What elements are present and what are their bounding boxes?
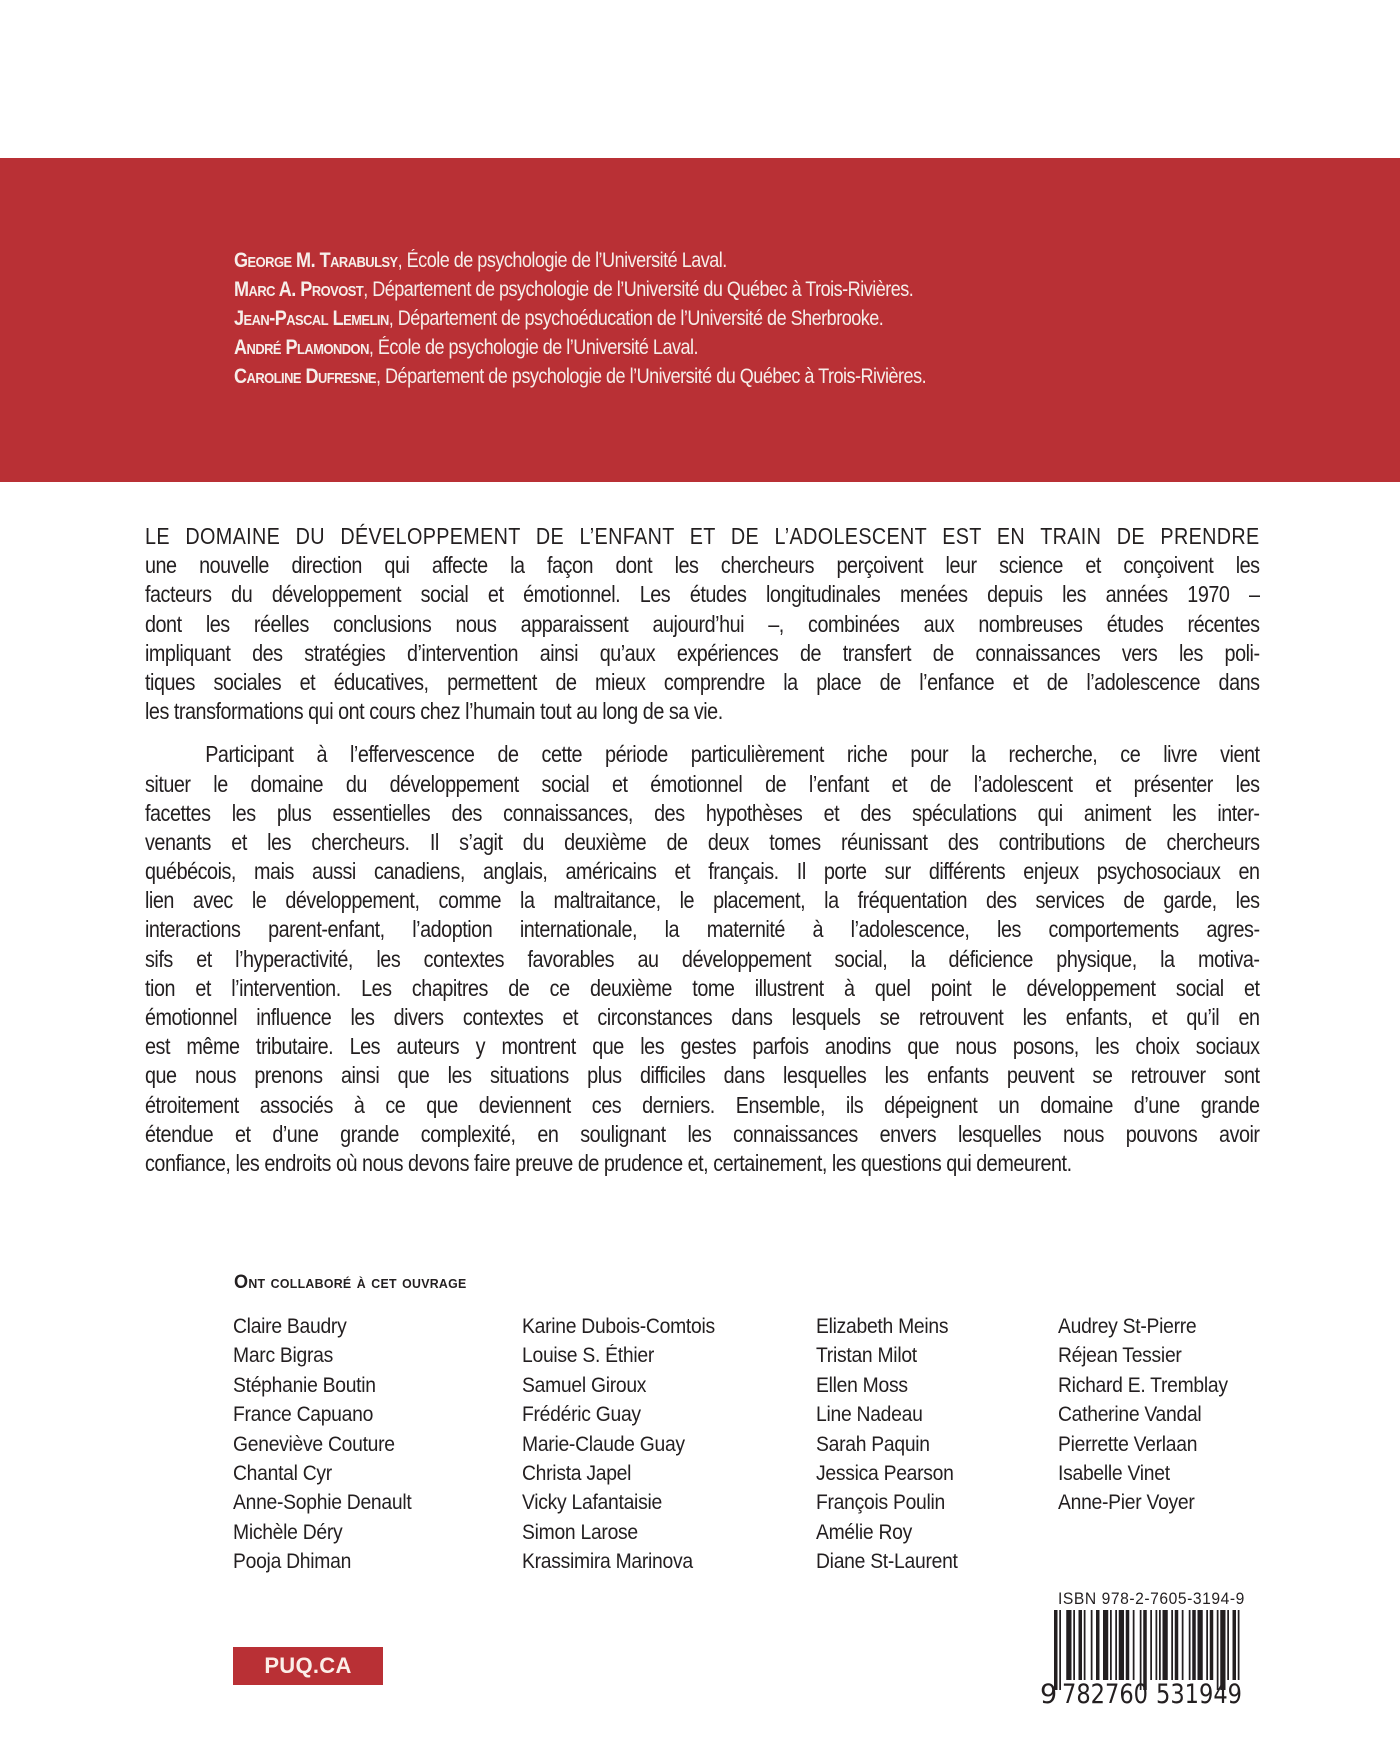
contributor-name: Line Nadeau: [816, 1403, 923, 1427]
barcode-digits-left: 782760: [1062, 1679, 1148, 1705]
contributor-name: Sarah Paquin: [816, 1432, 930, 1456]
description-paragraph-2: [145, 740, 1259, 1178]
text-line: [145, 1091, 1259, 1120]
text-line-content: LE DOMAINE DU DÉVELOPPEMENT DE L’ENFANT ET DE L’ADOLESCENT EST EN TRAIN DE PRENDRE: [145, 523, 1260, 549]
contributor-name: Christa Japel: [522, 1461, 632, 1485]
text-line: [145, 740, 1259, 769]
barcode-digits-right: 531949: [1156, 1679, 1242, 1705]
text-line-content: émotionnel influence les divers contextes et circonstances dans lesquels se retrouvent les enfants, et qu’il en: [145, 1004, 1260, 1030]
author-affiliation: , Département de psychologie de l’Université du Québec à Trois-Rivières.: [363, 278, 914, 301]
contributor-name: Frédéric Guay: [522, 1403, 641, 1427]
text-line: [145, 770, 1259, 799]
text-line-content: sifs et l’hyperactivité, les contextes favorables au développement social, la déficience physique, la motiva-: [145, 945, 1260, 972]
contributor-name: Diane St-Laurent: [816, 1550, 958, 1574]
text-line: [145, 1120, 1259, 1149]
contributor-name: Amélie Roy: [816, 1520, 913, 1544]
text-line-content: situer le domaine du développement social et émotionnel de l’enfant et de l’adolescent et présenter les: [145, 770, 1260, 797]
contributor-name: Elizabeth Meins: [816, 1315, 949, 1338]
contributor-name: Audrey St-Pierre: [1058, 1315, 1197, 1338]
text-line-content: dont les réelles conclusions nous apparaissent aujourd’hui –, combinées aux nombreuses études récentes: [145, 610, 1260, 637]
contributor-name: Anne-Sophie Denault: [233, 1491, 412, 1515]
text-line-content: confiance, les endroits où nous devons faire preuve de prudence et, certainement, les questions qui demeurent.: [145, 1149, 1072, 1176]
author-line: [234, 304, 1180, 333]
text-line-content: étendue et d’une grande complexité, en soulignant les connaissances envers lesquelles nous pouvons avoir: [145, 1120, 1260, 1147]
text-line-content: facettes les plus essentielles des connaissances, des hypothèses et des spéculations qui animent les inter-: [145, 799, 1260, 826]
text-line: [145, 799, 1259, 828]
text-line: [145, 639, 1259, 668]
text-line-content: est même tributaire. Les auteurs y montrent que les gestes parfois anodins que nous posons, les choix sociaux: [145, 1033, 1260, 1060]
text-line-content: les transformations qui ont cours chez l’humain tout au long de sa vie.: [145, 698, 723, 725]
text-line-content: québécois, mais aussi canadiens, anglais, américains et français. Il porte sur différents enjeux psychosociaux en: [145, 858, 1260, 885]
text-line: [145, 886, 1259, 915]
author-name: Jean-Pascal Lemelin: [234, 307, 389, 330]
text-line-content: tiques sociales et éducatives, permettent de mieux comprendre la place de l’enfance et de l’adolescence dans: [145, 668, 1260, 695]
author-affiliation: , Département de psychologie de l’Université du Québec à Trois-Rivières.: [376, 365, 927, 388]
contributor-name: Ellen Moss: [816, 1373, 908, 1397]
text-line: [145, 580, 1259, 609]
text-line-content: étroitement associés à ce que deviennent ces derniers. Ensemble, ils dépeignent un domaine d’une grande: [145, 1091, 1260, 1118]
isbn-label: ISBN 978-2-7605-3194-9: [1058, 1589, 1245, 1608]
contributors-column-3: [816, 1312, 970, 1577]
contributor-name: Pierrette Verlaan: [1058, 1432, 1198, 1456]
contributor-name: Jessica Pearson: [816, 1461, 954, 1485]
contributor-name: Catherine Vandal: [1058, 1403, 1202, 1427]
barcode-lead-digit: 9: [1040, 1679, 1058, 1705]
description-paragraph-1: [145, 522, 1259, 726]
text-line: [145, 522, 1259, 551]
contributor-name: Isabelle Vinet: [1058, 1461, 1170, 1485]
contributors-column-2: [522, 1312, 732, 1577]
text-line: [145, 915, 1259, 944]
text-line-content: interactions parent-enfant, l’adoption internationale, la maternité à l’adolescence, les comportements agres-: [145, 916, 1260, 943]
contributors-heading: Ont collaboré à cet ouvrage: [234, 1272, 467, 1293]
text-line-content: une nouvelle direction qui affecte la façon dont les chercheurs perçoivent leur science et conçoivent les: [145, 552, 1260, 579]
contributor-name: Tristan Milot: [816, 1344, 917, 1368]
author-name: Caroline Dufresne: [234, 365, 377, 388]
contributors-column-4: [1058, 1312, 1243, 1518]
author-affiliation: , École de psychologie de l’Université Laval.: [368, 336, 699, 359]
text-line-content: que nous prenons ainsi que les situations plus difficiles dans lesquelles les enfants peuvent se retrouver sont: [145, 1062, 1260, 1089]
author-name: Marc A. Provost: [234, 278, 364, 301]
author-name: George M. Tarabulsy: [234, 249, 398, 272]
text-line: [145, 828, 1259, 857]
contributor-name: Vicky Lafantaisie: [522, 1491, 662, 1515]
text-line: [145, 697, 1259, 726]
author-affiliation: , École de psychologie de l’Université Laval.: [397, 249, 727, 272]
contributor-name: Anne-Pier Voyer: [1058, 1491, 1195, 1515]
text-line: [145, 974, 1259, 1003]
author-name: André Plamondon: [234, 336, 369, 359]
text-line-content: lien avec le développement, comme la maltraitance, le placement, la fréquentation des services de garde, les: [145, 887, 1260, 914]
text-line: [145, 1032, 1259, 1061]
contributor-name: France Capuano: [233, 1403, 374, 1427]
contributor-name: François Poulin: [816, 1491, 946, 1515]
author-affiliation: , Département de psychoéducation de l’Université de Sherbrooke.: [388, 307, 884, 330]
text-line-content: impliquant des stratégies d’intervention ainsi qu’aux expériences de transfert de connaissances vers les poli-: [145, 639, 1260, 666]
contributor-name: Richard E. Tremblay: [1058, 1373, 1228, 1397]
author-line: [234, 246, 1180, 275]
author-line: [234, 275, 1180, 304]
contributor-name: Krassimira Marinova: [522, 1550, 693, 1574]
text-line: [145, 610, 1259, 639]
text-line-content: tion et l’intervention. Les chapitres de ce deuxième tome illustrent à quel point le développement social et: [145, 974, 1260, 1001]
text-line: [145, 668, 1259, 697]
publisher-website-link[interactable]: PUQ.CA: [233, 1647, 383, 1685]
contributor-name: Claire Baudry: [233, 1315, 347, 1338]
text-line-content: venants et les chercheurs. Il s’agit du deuxième de deux tomes réunissant des contributions de chercheurs: [145, 828, 1260, 855]
author-line: [234, 362, 1180, 391]
contributor-name: Geneviève Couture: [233, 1432, 395, 1456]
contributor-name: Chantal Cyr: [233, 1461, 332, 1485]
contributor-name: Michèle Déry: [233, 1520, 343, 1544]
barcode-icon: [1040, 1610, 1250, 1705]
author-line: [234, 333, 1180, 362]
contributor-name: Pooja Dhiman: [233, 1550, 352, 1574]
contributor-name: Karine Dubois-Comtois: [522, 1315, 715, 1338]
contributor-name: Samuel Giroux: [522, 1373, 647, 1397]
text-line: [145, 857, 1259, 886]
authors-list: [234, 246, 1334, 391]
text-line: [145, 945, 1259, 974]
contributor-name: Louise S. Éthier: [522, 1344, 654, 1368]
text-line: [145, 1061, 1259, 1090]
text-line: [145, 1149, 1259, 1178]
contributor-name: Marc Bigras: [233, 1344, 334, 1368]
contributor-name: Stéphanie Boutin: [233, 1373, 376, 1397]
authors-band: [0, 158, 1400, 482]
text-line: [145, 551, 1259, 580]
book-description: [145, 522, 1259, 1178]
contributor-name: Réjean Tessier: [1058, 1344, 1182, 1368]
contributor-name: Marie-Claude Guay: [522, 1432, 685, 1456]
text-line-content: Participant à l’effervescence de cette période particulièrement riche pour la recherche, ce livre vient: [205, 741, 1260, 768]
contributor-name: Simon Larose: [522, 1520, 638, 1544]
text-line-content: facteurs du développement social et émotionnel. Les études longitudinales menées depuis les années 1970 –: [145, 581, 1260, 608]
contributors-column-1: [233, 1312, 427, 1577]
text-line: [145, 1003, 1259, 1032]
